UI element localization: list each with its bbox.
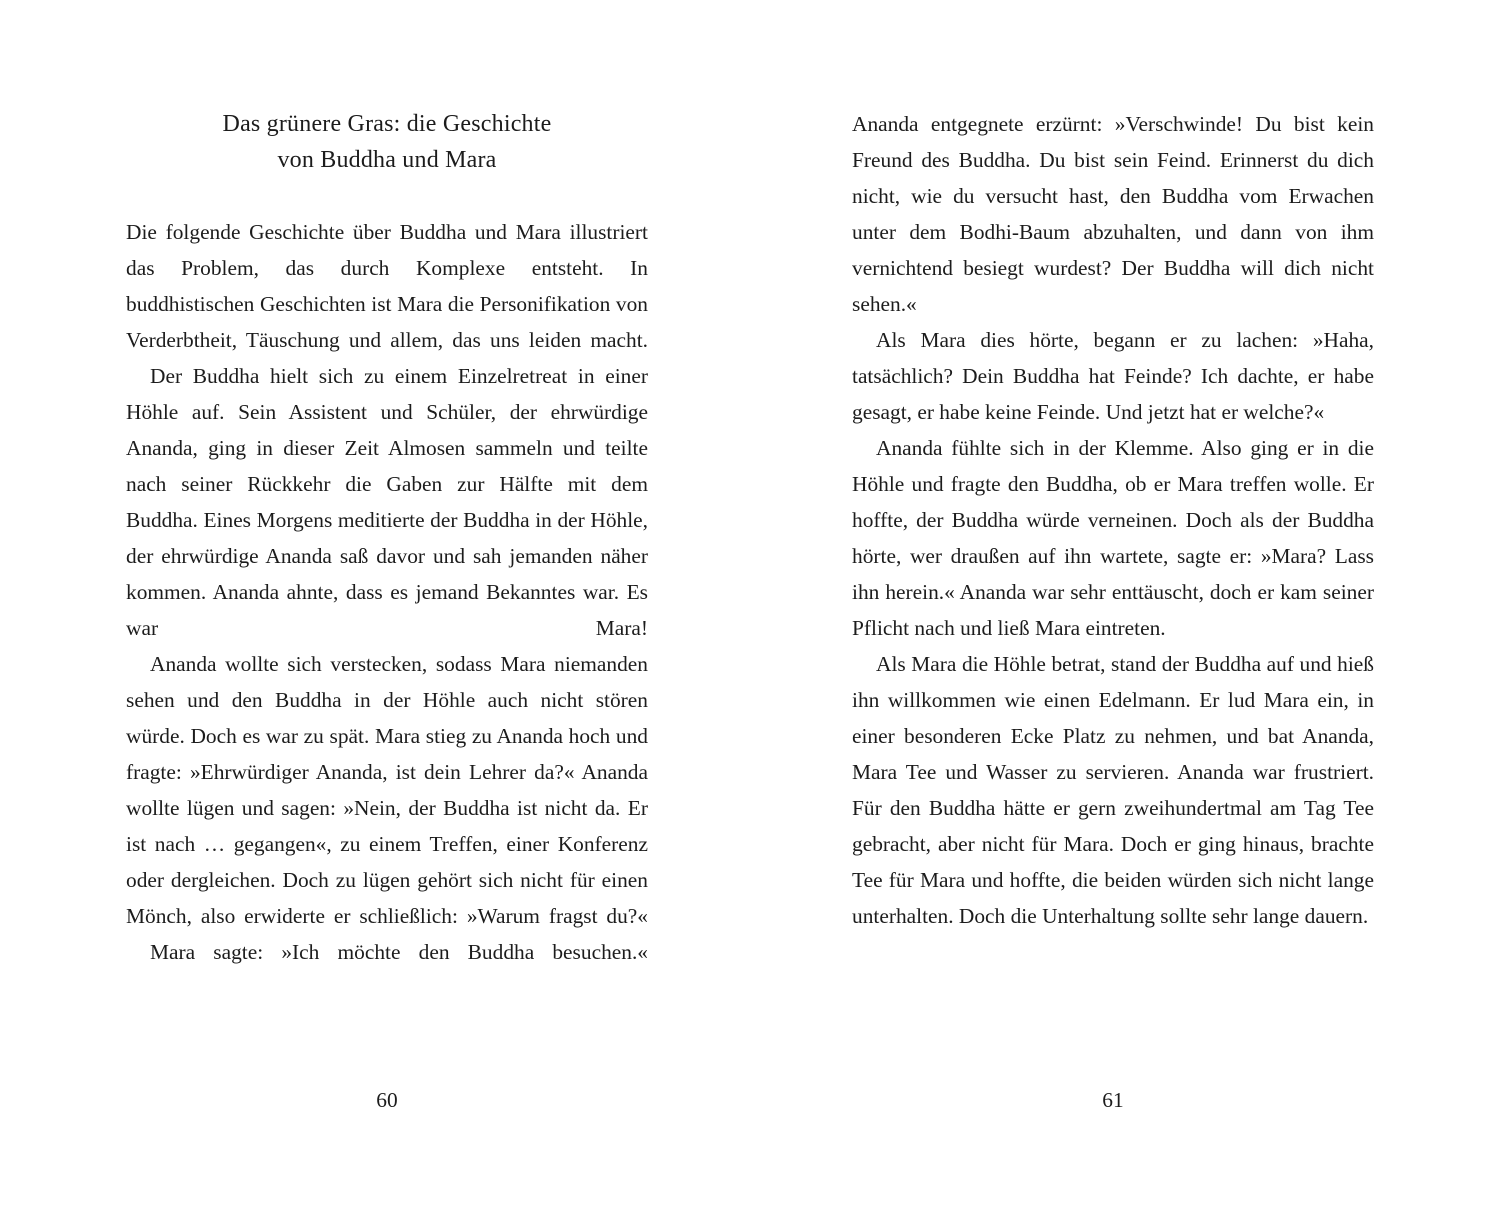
paragraph: Ananda wollte sich verstecken, sodass Mara niemanden sehen und den Buddha in der Höhle auch nicht stören würde. Doch es war zu spät. Mara stieg zu Ananda hoch und fragte: »Ehrwürdiger Ananda, ist dein Lehrer da?« Ananda wollte lügen und sagen: »Nein, der Buddha ist nicht da. Er ist nach … gegangen«, zu einem Treffen, einer Konferenz oder dergleichen. Doch zu lügen gehört sich nicht für einen Mönch, also erwiderte er schließlich: »Warum fragst du?« xyxy=(126,652,648,928)
paragraph: Der Buddha hielt sich zu einem Einzelretreat in einer Höhle auf. Sein Assistent und Schüler, der ehrwürdige Ananda, ging in dieser Zeit Almosen sammeln und teilte nach seiner Rückkehr die Gaben zur Hälfte mit dem Buddha. Eines Morgens meditierte der Buddha in der Höhle, der ehrwürdige Ananda saß davor und sah jemanden näher kommen. Ananda ahnte, dass es jemand Bekanntes war. Es war Mara! xyxy=(126,364,648,640)
paragraph: Die folgende Geschichte über Buddha und Mara illustriert das Problem, das durch Komplexe entsteht. In buddhistischen Geschichten ist Mara die Personifikation von Verderbtheit, Täuschung und allem, das uns leiden macht. xyxy=(126,220,648,352)
chapter-title xyxy=(126,106,648,178)
chapter-title-line-2: von Buddha und Mara xyxy=(277,147,497,173)
page-number: 60 xyxy=(376,1088,398,1112)
left-page xyxy=(126,0,648,1230)
paragraph: Als Mara die Höhle betrat, stand der Buddha auf und hieß ihn willkommen wie einen Edelmann. Er lud Mara ein, in einer besonderen Ecke Platz zu nehmen, und bat Ananda, Mara Tee und Wasser zu servieren. Ananda war frustriert. Für den Buddha hätte er gern zweihundertmal am Tag Tee gebracht, aber nicht für Mara. Doch er ging hinaus, brachte Tee für Mara und hoffte, die beiden würden sich nicht lange unterhalten. Doch die Unterhaltung sollte sehr lange dauern. xyxy=(852,652,1374,928)
page-number: 61 xyxy=(1102,1088,1124,1112)
paragraph: Mara sagte: »Ich möchte den Buddha besuchen.« xyxy=(150,940,648,964)
paragraph: Ananda fühlte sich in der Klemme. Also ging er in die Höhle und fragte den Buddha, ob er Mara treffen wolle. Er hoffte, der Buddha würde verneinen. Doch als der Buddha hörte, wer draußen auf ihn wartete, sagte er: »Mara? Lass ihn herein.« Ananda war sehr enttäuscht, doch er kam seiner Pflicht nach und ließ Mara eintreten. xyxy=(852,436,1374,640)
left-page-body xyxy=(126,214,648,970)
right-page xyxy=(852,0,1374,1230)
paragraph: Als Mara dies hörte, begann er zu lachen: »Haha, tatsächlich? Dein Buddha hat Feinde? Ich dachte, er habe gesagt, er habe keine Feinde. Und jetzt hat er welche?« xyxy=(852,328,1374,424)
right-page-body xyxy=(852,106,1374,934)
paragraph: Ananda entgegnete erzürnt: »Verschwinde! Du bist kein Freund des Buddha. Du bist sein Feind. Erinnerst du dich nicht, wie du versucht hast, den Buddha vom Erwachen unter dem Bodhi-Baum abzuhalten, und dann von ihm vernichtend besiegt wurdest? Der Buddha will dich nicht sehen.« xyxy=(852,112,1374,316)
chapter-title-line-1: Das grünere Gras: die Geschichte xyxy=(222,111,552,137)
